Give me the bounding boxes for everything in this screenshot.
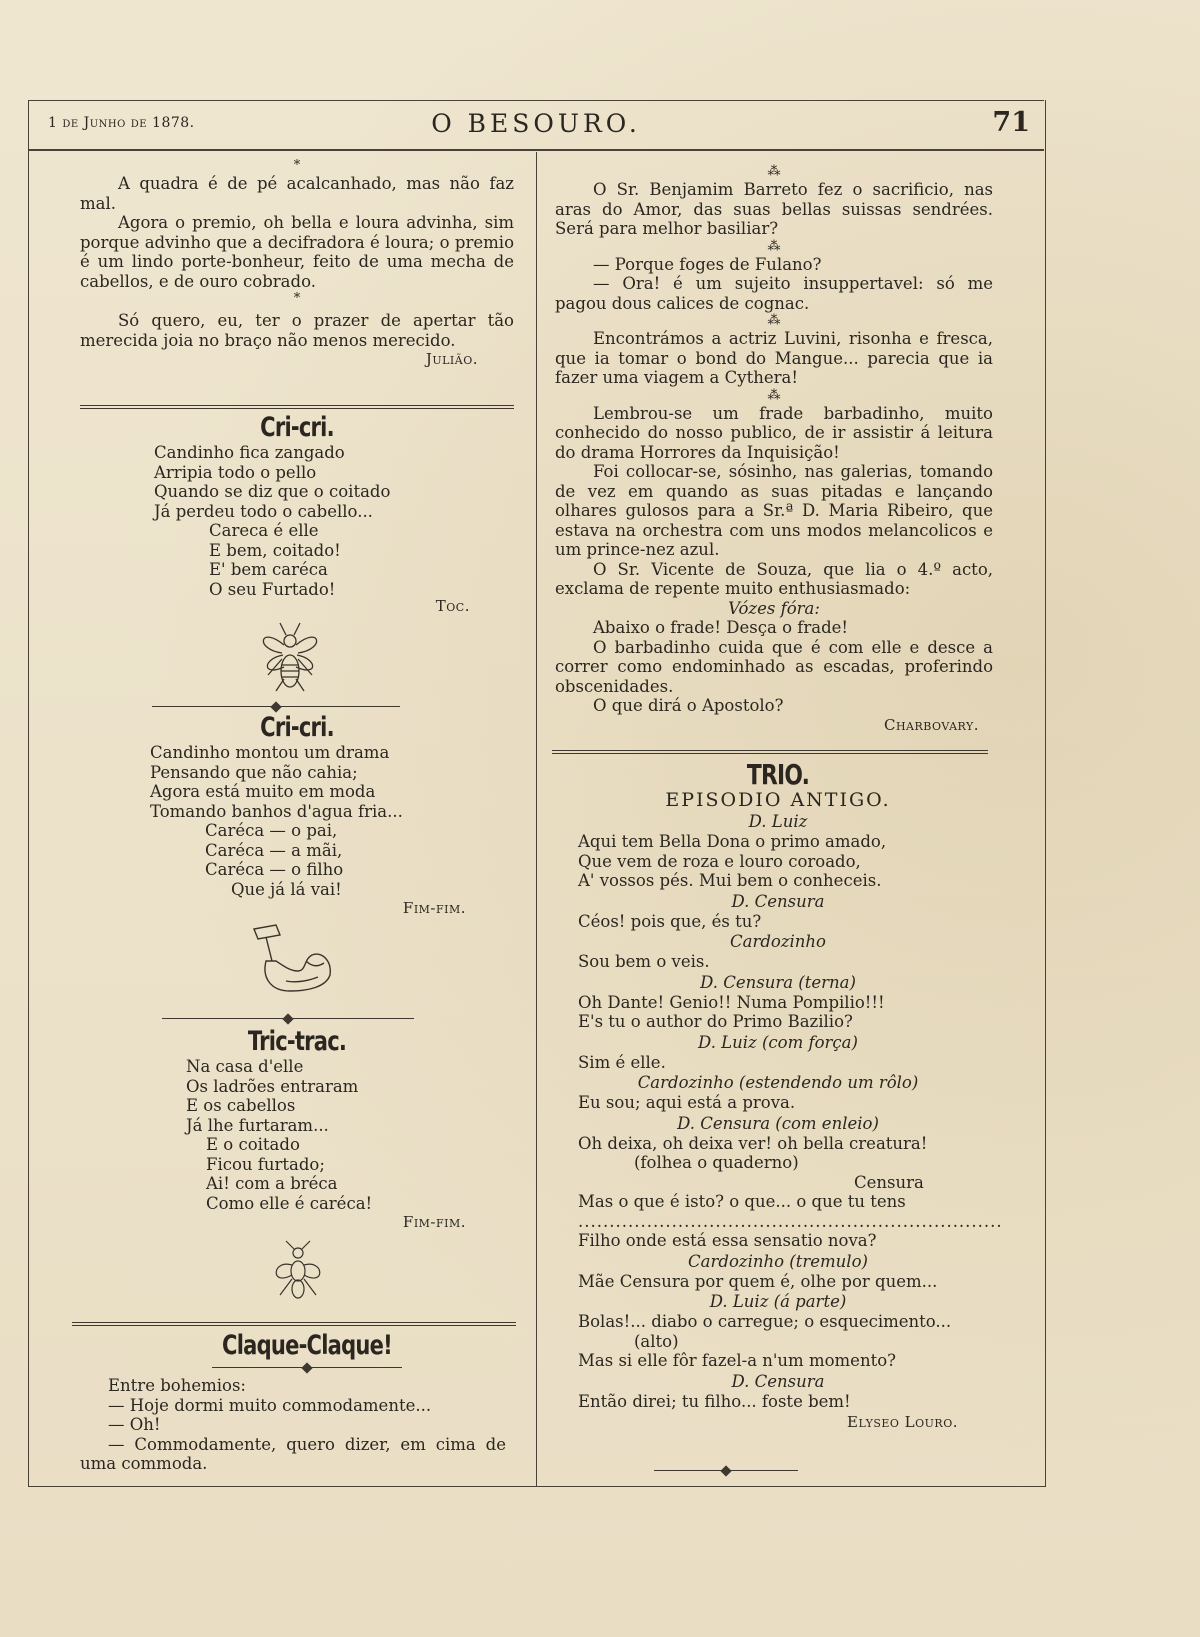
arm-hammer-icon	[246, 921, 336, 999]
verse-line: Oh deixa, oh deixa ver! oh bella creatura!	[578, 1133, 928, 1153]
speaker: Cardozinho (tremulo)	[688, 1251, 868, 1271]
verse-line: O seu Furtado!	[209, 579, 336, 599]
dialogue-line: — Hoje dormi muito commodamente...	[108, 1395, 432, 1415]
speaker: D. Censura (terna)	[700, 972, 856, 992]
section-rule	[72, 1322, 516, 1326]
header-rule	[28, 150, 1044, 151]
paragraph: Lembrou-se um frade barbadinho, muito conhecido do nosso publico, de ir assistir á leitura do drama Horrores da Inquisição!	[555, 403, 993, 462]
dialogue-line: Entre bohemios:	[108, 1376, 246, 1395]
signature: Charbovary.	[883, 715, 979, 734]
poem-cri-cri-2	[80, 712, 514, 999]
asterism: ⁂	[767, 313, 781, 328]
verse-line: (alto)	[634, 1331, 679, 1351]
verse-line: E's tu o author do Primo Bazilio?	[578, 1012, 853, 1031]
speaker: D. Luiz (á parte)	[709, 1292, 847, 1311]
claque-text	[80, 1376, 506, 1474]
paragraph: O Sr. Vicente de Souza, que lia o 4.º acto, exclama de repente muito enthusiasmado:	[555, 559, 993, 598]
speaker: Censura	[854, 1172, 924, 1192]
paragraph: O Sr. Benjamim Barreto fez o sacrificio, nas aras do Amor, das suas bellas suissas sendrées. Será para melhor basiliar?	[555, 180, 993, 238]
dialogue-line: — Oh!	[108, 1415, 161, 1434]
verse-line: Caréca — a mãi,	[205, 840, 343, 860]
verse-line: Candinho fica zangado	[154, 443, 345, 462]
paragraph: — Porque foges de Fulano?	[593, 254, 822, 274]
verse-line: E bem, coitado!	[209, 540, 341, 560]
section-rule	[80, 405, 514, 409]
speaker: Cardozinho	[729, 932, 826, 951]
verse-line: Que vem de roza e louro coroado,	[578, 851, 861, 871]
speaker: D. Luiz (com força)	[698, 1032, 858, 1052]
ellipsis-line: ....................................................................	[578, 1211, 1003, 1231]
ornament-rule	[162, 1018, 414, 1020]
ornament-rule	[654, 1470, 798, 1472]
right-column	[555, 164, 993, 734]
verse-line: Arripia todo o pello	[154, 462, 317, 482]
verse-line: Mãe Censura por quem é, olhe por quem...	[578, 1271, 938, 1291]
ornament-rule	[212, 1367, 402, 1369]
verse-line: Já lhe furtaram...	[186, 1115, 329, 1135]
paragraph: Abaixo o frade! Desça o frade!	[593, 618, 849, 637]
fly-icon	[266, 1239, 330, 1301]
paragraph: Encontrámos a actriz Luvini, risonha e fresca, que ia tomar o bond do Mangue... parecia que ia fazer uma viagem a Cythera!	[555, 329, 993, 387]
issue-date: 1 de Junho de 1878.	[48, 115, 195, 131]
verse-line: Mas o que é isto? o que... o que tu tens	[578, 1192, 906, 1211]
verse-line: Tomando banhos d'agua fria...	[150, 801, 403, 821]
verse-line: Careca é elle	[209, 521, 319, 540]
verse-line: Agora está muito em moda	[150, 782, 376, 801]
verse-line: E o coitado	[206, 1135, 300, 1154]
verse-line: Candinho montou um drama	[150, 743, 390, 762]
intro-paragraph-1: A quadra é de pé acalcanhado, mas não faz mal.	[80, 174, 514, 213]
poem-title: Tric-trac.	[247, 1026, 347, 1057]
asterism: *	[293, 291, 301, 306]
section-rule	[552, 750, 988, 754]
page-number: 71	[992, 107, 1030, 138]
verse-line: Caréca — o pai,	[205, 821, 338, 840]
verse-line: Os ladrões entraram	[186, 1076, 359, 1096]
verse-line: Quando se diz que o coitado	[154, 482, 391, 501]
paragraph: — Ora! é um sujeito insuppertavel: só me pagou dous calices de cognac.	[555, 274, 993, 313]
asterism: ⁂	[767, 387, 781, 403]
verse-line: Bolas!... diabo o carregue; o esquecimento...	[578, 1312, 952, 1331]
asterism: *	[293, 158, 301, 173]
speaker: D. Censura (com enleio)	[677, 1113, 879, 1133]
signature: Julião.	[425, 350, 478, 368]
poem-cri-cri-1	[80, 412, 514, 695]
verse-line: Já perdeu todo o cabello...	[154, 501, 373, 521]
verse-line: (folhea o quaderno)	[634, 1153, 799, 1172]
verse-line: Caréca — o filho	[205, 860, 344, 879]
paragraph: O que dirá o Apostolo?	[593, 696, 784, 715]
verse-line: Mas si elle fôr fazel-a n'um momento?	[578, 1351, 896, 1370]
poem-tric-trac	[80, 1026, 514, 1301]
verse-line: E os cabellos	[186, 1096, 296, 1115]
verse-line: E' bem caréca	[209, 560, 328, 579]
intro-paragraph-2: Agora o premio, oh bella e loura advinha, sim porque advinho que a decifradora é loura; o premio é um lindo porte-bonheur, feito de uma mecha de cabellos, e de ouro cobrado.	[80, 213, 514, 291]
speaker: Cardozinho (estendendo um rôlo)	[637, 1073, 919, 1092]
verse-line: Oh Dante! Genio!! Numa Pompilio!!!	[578, 992, 885, 1012]
masthead	[28, 100, 1044, 150]
signature: Toc.	[435, 597, 470, 615]
verse-line: Filho onde está essa sensatio nova?	[578, 1231, 877, 1250]
ornament-rule	[152, 706, 400, 708]
speaker: D. Luiz	[748, 812, 808, 831]
claque-title: Claque-Claque!	[222, 1330, 392, 1361]
signature: Fim-fim.	[402, 1213, 466, 1231]
verse-line: Como elle é caréca!	[206, 1193, 373, 1213]
verse-line: Sim é elle.	[578, 1052, 666, 1072]
verse-line: Então direi; tu filho... foste bem!	[578, 1391, 851, 1411]
poem-title: Cri-cri.	[260, 412, 334, 443]
paragraph: Foi collocar-se, sósinho, nas galerias, tomando de vez em quando as suas pitadas e lançando olhares gulosos para a Sr.ª D. Maria Ribeiro, que estava na orchestra com uns modos melancolicos e um prince-nez azul.	[555, 462, 993, 559]
trio-title: TRIO.	[746, 758, 810, 791]
trio-section	[578, 758, 1003, 1431]
column-divider	[536, 152, 537, 1486]
verse-line: Ai! com a bréca	[206, 1174, 338, 1193]
verse-line: Eu sou; aqui está a prova.	[578, 1093, 796, 1112]
speaker: D. Censura	[731, 1371, 825, 1391]
asterism: ⁂	[767, 164, 781, 179]
poem-title: Cri-cri.	[260, 712, 334, 743]
newspaper-title: O BESOURO.	[431, 109, 641, 138]
verse-line: Aqui tem Bella Dona o primo amado,	[578, 832, 887, 851]
dialogue-line: — Commodamente, quero dizer, em cima de uma commoda.	[80, 1434, 506, 1473]
verse-line: Ficou furtado;	[206, 1154, 325, 1174]
verse-line: Pensando que não cahia;	[150, 762, 358, 782]
signature: Elyseo Louro.	[847, 1413, 958, 1431]
verse-line: Que já lá vai!	[231, 879, 342, 899]
paragraph: Vózes fóra:	[728, 598, 820, 618]
signature: Fim-fim.	[402, 899, 466, 917]
verse-line: Na casa d'elle	[186, 1057, 304, 1076]
intro-paragraph-3: Só quero, eu, ter o prazer de apertar tão merecida joia no braço não menos merecido.	[80, 311, 514, 350]
verse-line: Céos! pois que, és tu?	[578, 911, 762, 931]
verse-line: A' vossos pés. Mui bem o conheceis.	[578, 871, 882, 890]
trio-subtitle: EPISODIO ANTIGO.	[665, 789, 891, 811]
verse-line: Sou bem o veis.	[578, 952, 710, 971]
bee-icon	[250, 619, 330, 695]
speaker: D. Censura	[731, 891, 825, 911]
left-column	[80, 158, 514, 368]
asterism: ⁂	[767, 238, 781, 254]
paragraph: O barbadinho cuida que é com elle e desce a correr como endominhado as escadas, proferindo obscenidades.	[555, 637, 993, 696]
